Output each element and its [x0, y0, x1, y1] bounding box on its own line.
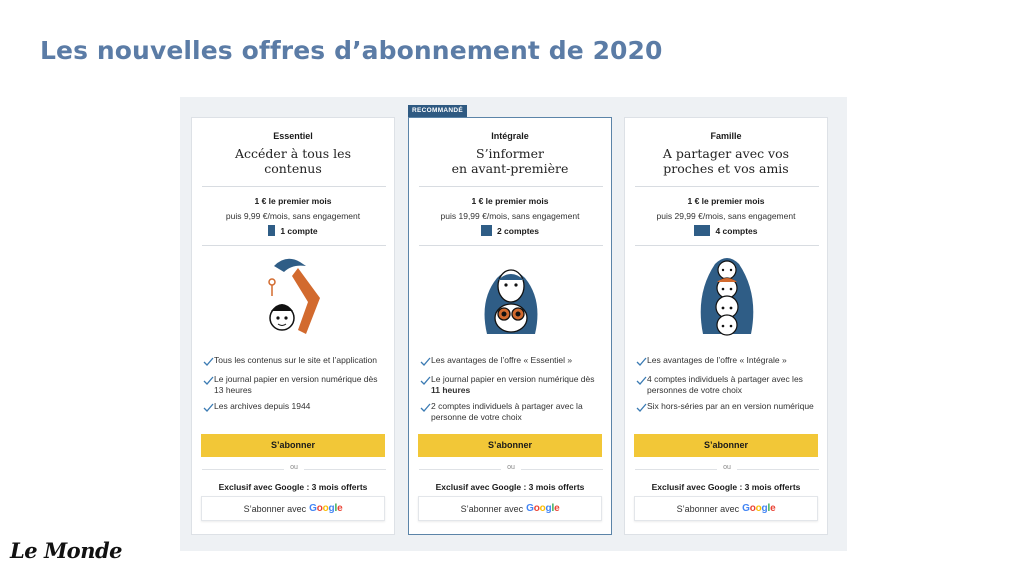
plan-card-integrale [408, 117, 612, 535]
google-offer-text: Exclusif avec Google : 3 mois offerts [651, 482, 801, 492]
check-icon [419, 356, 431, 368]
feature-item: Tous les contenus sur le site et l’application [202, 355, 388, 368]
price-then: puis 29,99 €/mois, sans engagement [656, 211, 796, 221]
account-square-icon [268, 225, 275, 236]
account-count: 4 comptes [625, 225, 827, 236]
subscribe-button[interactable]: S’abonner [634, 434, 818, 457]
feature-item: 4 comptes individuels à partager avec les personnes de votre choix [635, 374, 821, 395]
feature-item: Les avantages de l’offre « Essentiel » [419, 355, 605, 368]
offers-panel [180, 97, 847, 551]
recommended-badge: RECOMMANDÉ [408, 105, 467, 117]
plan-card-essentiel [191, 117, 395, 535]
or-separator: ou [284, 464, 304, 471]
google-offer-text: Exclusif avec Google : 3 mois offerts [218, 482, 368, 492]
google-logo: Google [309, 503, 343, 514]
google-logo: Google [742, 503, 776, 514]
check-icon [202, 375, 214, 387]
account-count: 2 comptes [409, 225, 611, 236]
price-then: puis 9,99 €/mois, sans engagement [225, 211, 361, 221]
plan-card-famille [624, 117, 828, 535]
or-separator: ou [501, 464, 521, 471]
price-first-month: 1 € le premier mois [254, 196, 332, 206]
plan-tagline: S’informer en avant-première [451, 146, 569, 176]
check-icon [635, 402, 647, 414]
subscribe-with-google-button[interactable]: S’abonner avec Google [634, 496, 818, 521]
check-icon [419, 402, 431, 414]
check-icon [635, 375, 647, 387]
feature-item: Les archives depuis 1944 [202, 401, 388, 414]
feature-item: Le journal papier en version numérique dès 11 heures [419, 374, 605, 395]
subscribe-with-google-button[interactable]: S’abonner avec Google [201, 496, 385, 521]
family-illustration [677, 256, 777, 336]
feature-item: Six hors-séries par an en version numérique [635, 401, 821, 414]
plan-tagline: A partager avec vos proches et vos amis [662, 146, 790, 176]
binoculars-illustration [461, 256, 561, 336]
check-icon [635, 356, 647, 368]
plan-name: Intégrale [491, 131, 529, 141]
subscribe-with-google-button[interactable]: S’abonner avec Google [418, 496, 602, 521]
price-first-month: 1 € le premier mois [471, 196, 549, 206]
price-first-month: 1 € le premier mois [687, 196, 765, 206]
check-icon [419, 375, 431, 387]
account-square-icon [694, 225, 710, 236]
google-logo: Google [526, 503, 560, 514]
subscribe-button[interactable]: S’abonner [201, 434, 385, 457]
check-icon [202, 402, 214, 414]
feature-item: 2 comptes individuels à partager avec la personne de votre choix [419, 401, 605, 422]
plan-name: Famille [710, 131, 742, 141]
price-then: puis 19,99 €/mois, sans engagement [440, 211, 580, 221]
subscribe-button[interactable]: S’abonner [418, 434, 602, 457]
account-square-icon [481, 225, 492, 236]
check-icon [202, 356, 214, 368]
account-count: 1 compte [192, 225, 394, 236]
plan-tagline: Accéder à tous les contenus [235, 146, 351, 176]
plan-name: Essentiel [273, 131, 313, 141]
or-separator: ou [717, 464, 737, 471]
google-offer-text: Exclusif avec Google : 3 mois offerts [435, 482, 585, 492]
slide-title: Les nouvelles offres d’abonnement de 2020 [40, 36, 663, 65]
reader-illustration [244, 256, 344, 336]
feature-item: Le journal papier en version numérique dès 13 heures [202, 374, 388, 395]
le-monde-logo: Le Monde [10, 538, 123, 563]
feature-item: Les avantages de l’offre « Intégrale » [635, 355, 821, 368]
